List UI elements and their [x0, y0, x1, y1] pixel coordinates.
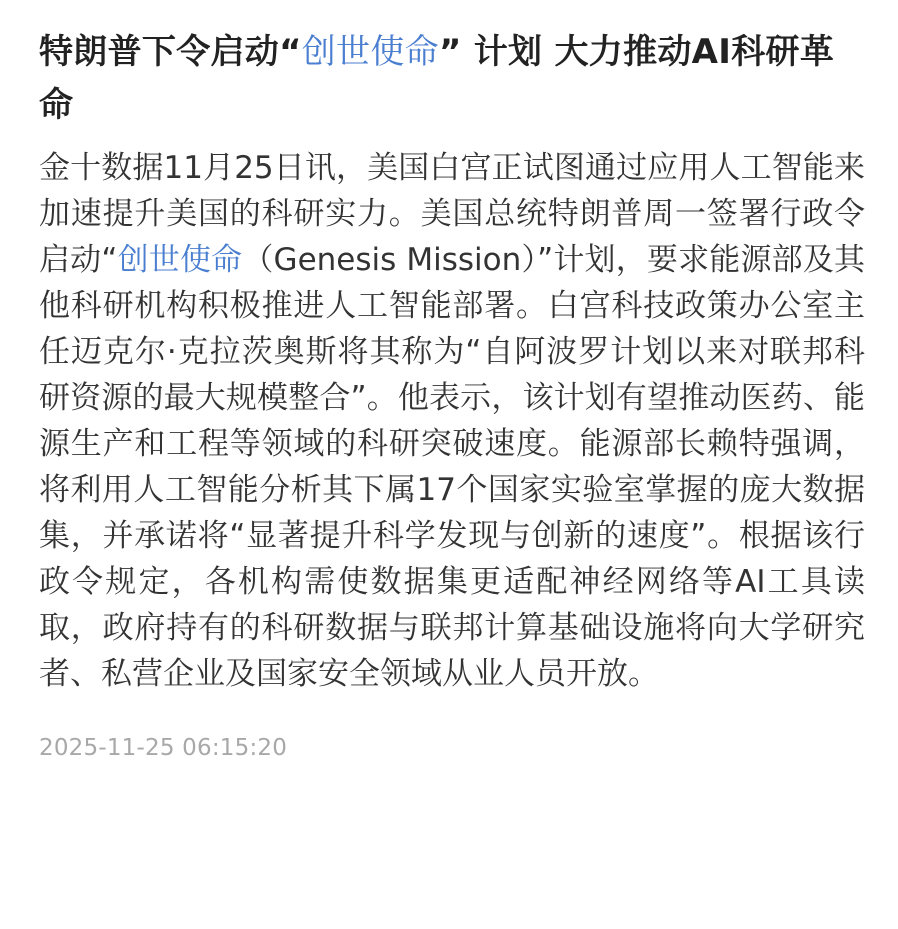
article-body [39, 145, 865, 697]
title-link-genesis-mission[interactable]: 创世使命 [301, 32, 439, 72]
body-text-part1: 金十数据11月25日讯，美国白宫正试图通过应用人工智能来加速提升美国的科研实力。美国总统特朗普周一签署行政令启动“ [39, 150, 865, 278]
title-text-before: 特朗普下令启动“ [39, 32, 302, 72]
news-article [39, 26, 865, 763]
article-title [39, 26, 865, 132]
publish-timestamp: 2025-11-25 06:15:20 [39, 735, 288, 761]
body-link-genesis-mission[interactable]: 创世使命 [117, 242, 243, 278]
title-text-after: ” 计划 大力推动AI科研革命 [39, 32, 835, 125]
body-text-part2: （Genesis Mission）”计划，要求能源部及其他科研机构积极推进人工智能部署。白宫科技政策办公室主任迈克尔·克拉茨奥斯将其称为“自阿波罗计划以来对联邦科研资源的最大规模整合”。他表示，该计划有望推动医药、能源生产和工程等领域的科研突破速度。能源部长赖特强调，将利用人工智能分析其下属17个国家实验室掌握的庞大数据集，并承诺将“显著提升科学发现与创新的速度”。根据该行政令规定，各机构需使数据集更适配神经网络等AI工具读取，政府持有的科研数据与联邦计算基础设施将向大学研究者、私营企业及国家安全领域从业人员开放。 [39, 242, 866, 692]
